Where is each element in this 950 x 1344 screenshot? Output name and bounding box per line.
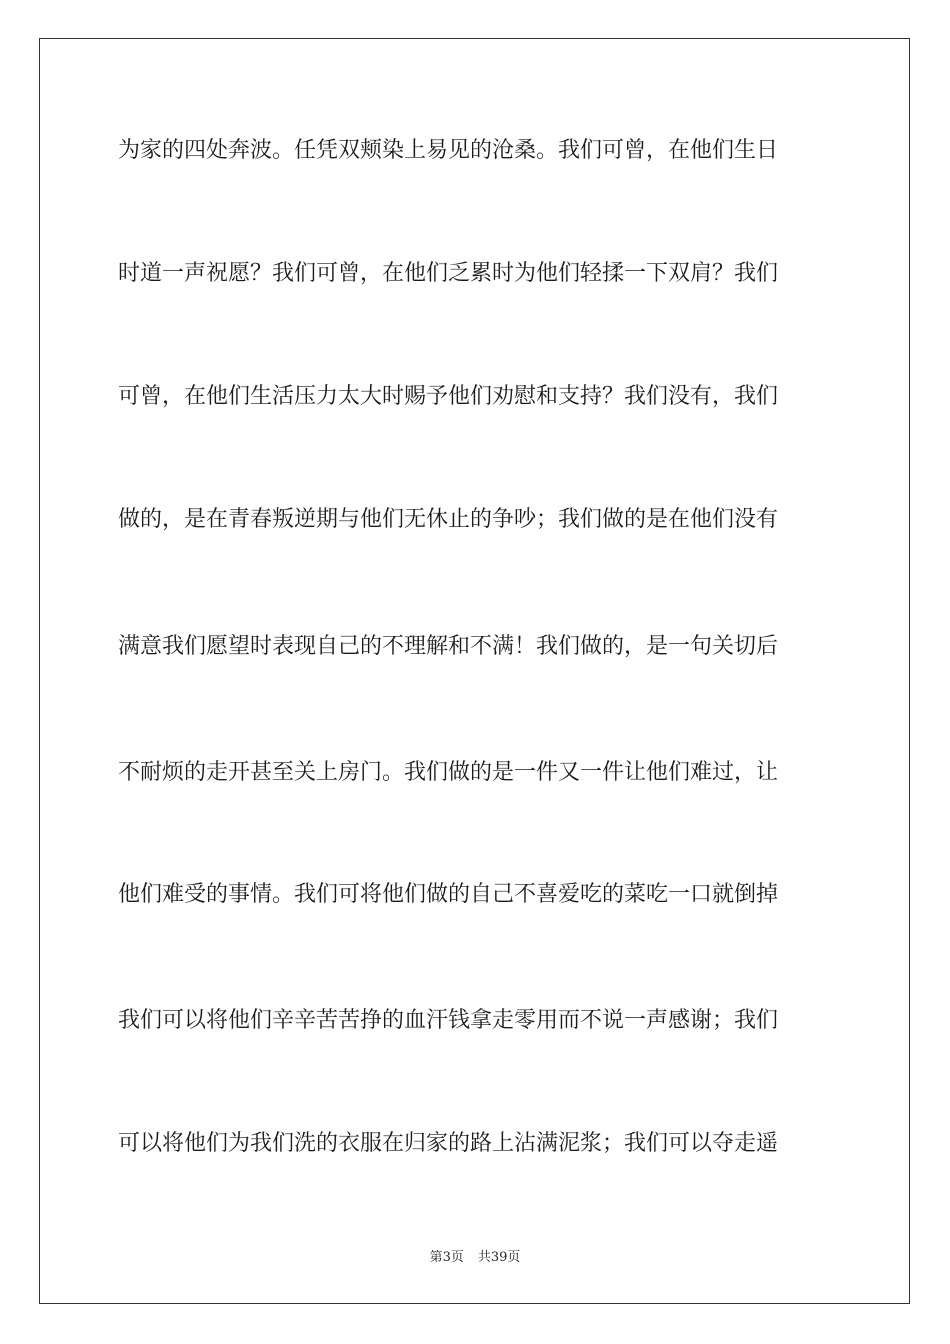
- text-line-2: 时道一声祝愿？我们可曾，在他们乏累时为他们轻揉一下双肩？我们: [118, 261, 779, 286]
- page-total: 共39页: [477, 1250, 521, 1265]
- text-line-4: 做的，是在青春叛逆期与他们无休止的争吵；我们做的是在他们没有: [118, 507, 779, 532]
- page-footer: [0, 1246, 950, 1265]
- page-frame: [39, 38, 910, 1304]
- text-line-1: 为家的四处奔波。任凭双颊染上易见的沧桑。我们可曾，在他们生日: [118, 138, 779, 163]
- text-line-6: 不耐烦的走开甚至关上房门。我们做的是一件又一件让他们难过，让: [118, 760, 779, 785]
- text-line-5: 满意我们愿望时表现自己的不理解和不满！我们做的，是一句关切后: [118, 634, 779, 659]
- text-line-8: 我们可以将他们辛辛苦苦挣的血汗钱拿走零用而不说一声感谢；我们: [118, 1008, 779, 1033]
- page-number: 第3页: [429, 1250, 464, 1265]
- text-line-7: 他们难受的事情。我们可将他们做的自己不喜爱吃的菜吃一口就倒掉: [118, 882, 779, 907]
- text-line-9: 可以将他们为我们洗的衣服在归家的路上沾满泥浆；我们可以夺走遥: [118, 1131, 779, 1156]
- text-line-3: 可曾，在他们生活压力太大时赐予他们劝慰和支持？我们没有，我们: [118, 384, 779, 409]
